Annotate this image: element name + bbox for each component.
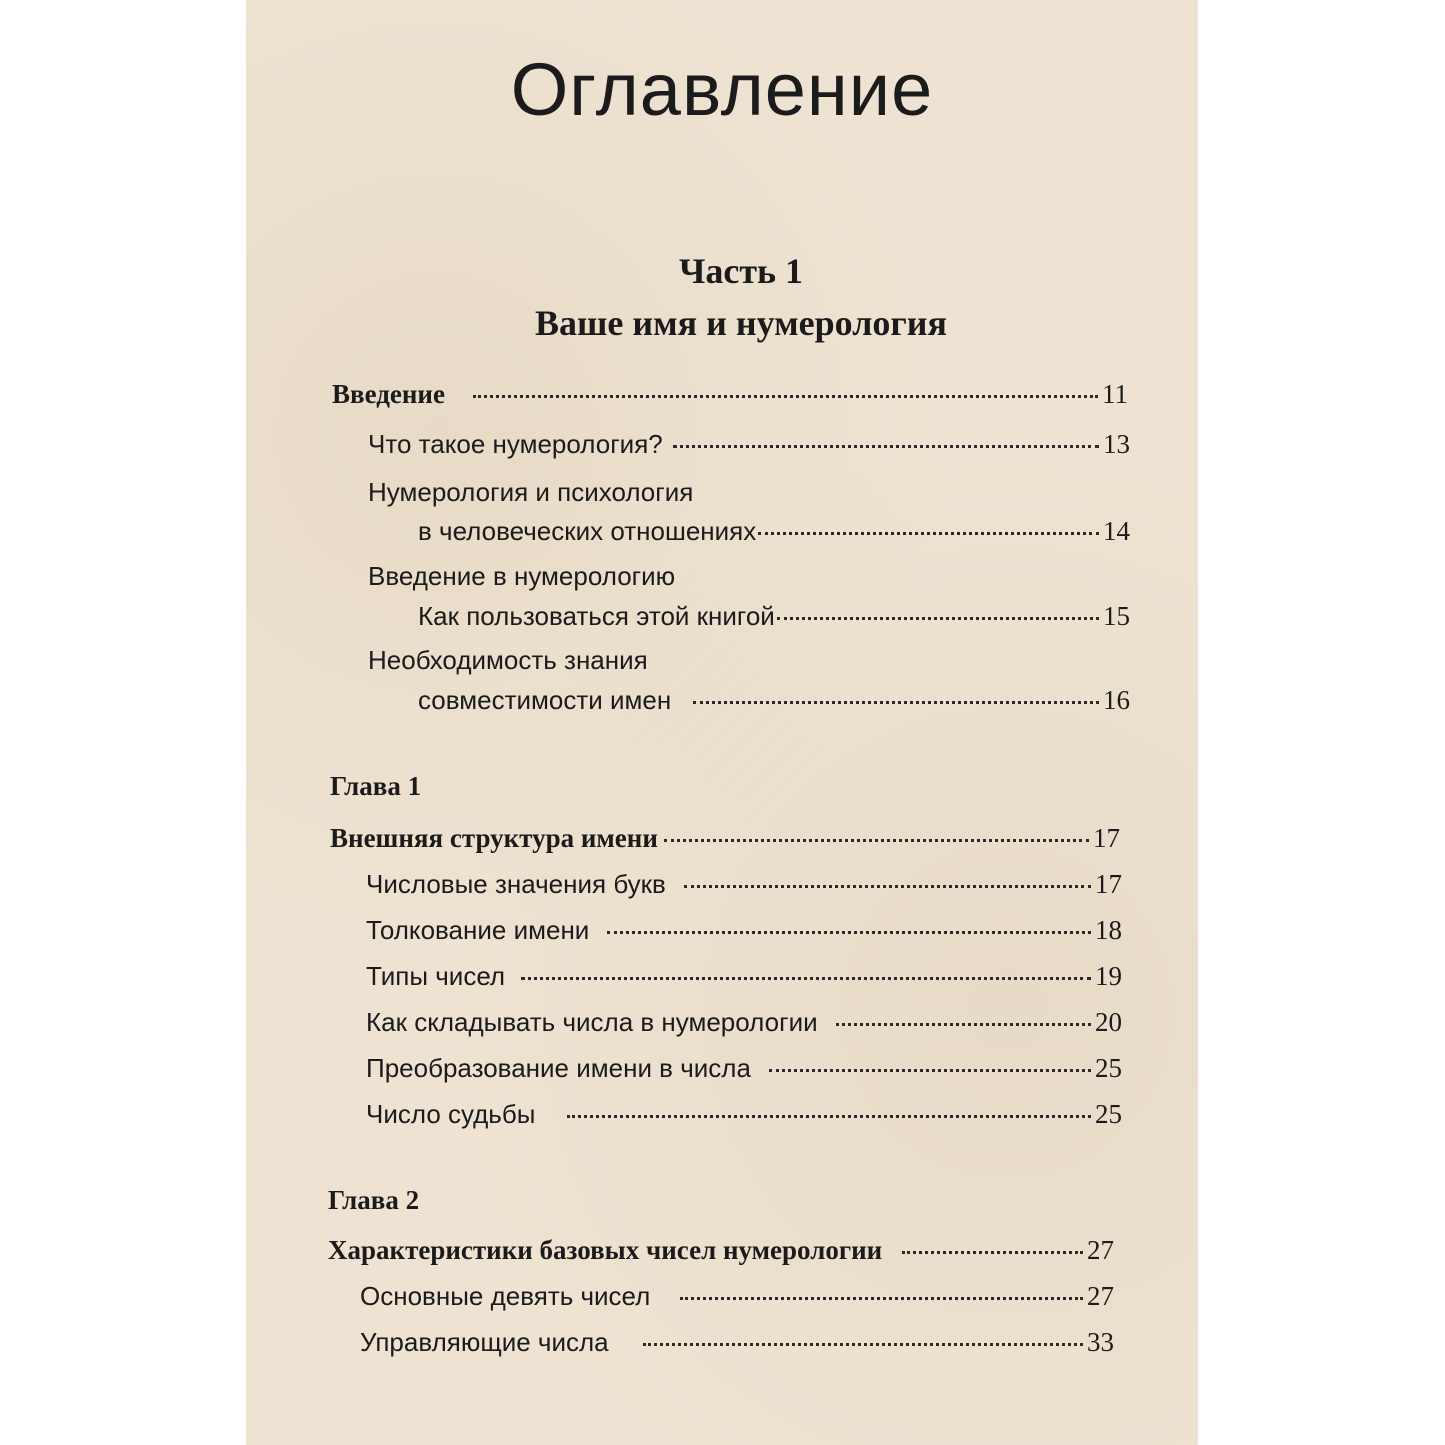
- toc-entry-chapter1[interactable]: [330, 822, 1120, 854]
- toc-entry[interactable]: [366, 868, 1122, 900]
- toc-entry-intro[interactable]: [332, 378, 1128, 410]
- toc-page-number: 16: [1103, 685, 1130, 715]
- page-title: Оглавление: [510, 48, 934, 131]
- toc-page-number: 13: [1103, 429, 1130, 459]
- toc-page-number: 27: [1087, 1235, 1114, 1265]
- dot-leader: [836, 1023, 1091, 1026]
- dot-leader: [777, 617, 1099, 620]
- book-page: [246, 0, 1198, 1445]
- dot-leader: [607, 931, 1091, 934]
- toc-entry-title: в человеческих отношениях: [418, 516, 757, 546]
- part-name: Ваше имя и нумерология: [535, 303, 947, 343]
- toc-entry-title: совместимости имен: [418, 685, 672, 715]
- toc-entry-title: Внешняя структура имени: [330, 823, 658, 853]
- toc-entry-title: Как пользоваться этой книгой: [418, 601, 775, 631]
- toc-entry[interactable]: [360, 1280, 1114, 1312]
- dot-leader: [567, 1115, 1091, 1118]
- dot-leader: [673, 445, 1099, 448]
- chapter-label: Глава 1: [330, 771, 422, 801]
- toc-page-number: 15: [1103, 601, 1130, 631]
- toc-entry[interactable]: [366, 1006, 1122, 1038]
- toc-page-number: 17: [1095, 869, 1122, 899]
- toc-page-number: 18: [1095, 915, 1122, 945]
- toc-page-number: 25: [1095, 1099, 1122, 1129]
- toc-entry-title: Что такое нумерология?: [368, 429, 663, 459]
- dot-leader: [758, 532, 1099, 535]
- toc-page-number: 14: [1103, 516, 1130, 546]
- toc-entry-title: Управляющие числа: [360, 1327, 609, 1357]
- part-label: Часть 1: [678, 251, 804, 291]
- toc-page-number: 25: [1095, 1053, 1122, 1083]
- dot-leader: [684, 885, 1091, 888]
- dot-leader: [769, 1069, 1091, 1072]
- dot-leader: [664, 839, 1089, 842]
- toc-entry-title: Как складывать числа в нумерологии: [366, 1007, 818, 1037]
- dot-leader: [680, 1297, 1083, 1300]
- toc-entry[interactable]: [366, 914, 1122, 946]
- toc-entry-title[interactable]: Нумерология и психология: [368, 477, 694, 507]
- toc-entry-title: Толкование имени: [366, 915, 590, 945]
- dot-leader: [902, 1251, 1083, 1254]
- toc-entry-title: Число судьбы: [366, 1099, 536, 1129]
- toc-entry-title[interactable]: Введение в нумерологию: [368, 561, 676, 591]
- toc-entry-chapter2[interactable]: [328, 1234, 1114, 1266]
- toc-entry[interactable]: [366, 960, 1122, 992]
- toc-entry[interactable]: [418, 515, 1130, 547]
- toc-entry[interactable]: [366, 1098, 1122, 1130]
- toc-page-number: 27: [1087, 1281, 1114, 1311]
- toc-entry-title: Преобразование имени в числа: [366, 1053, 751, 1083]
- toc-entry[interactable]: [418, 684, 1130, 716]
- toc-page-number: 20: [1095, 1007, 1122, 1037]
- dot-leader: [643, 1343, 1083, 1346]
- toc-page-number: 33: [1087, 1327, 1114, 1357]
- chapter-label: Глава 2: [328, 1185, 420, 1215]
- toc-entry[interactable]: [418, 600, 1130, 632]
- toc-entry-title: Введение: [332, 379, 445, 409]
- toc-entry-title[interactable]: Необходимость знания: [368, 645, 648, 675]
- dot-leader: [693, 701, 1099, 704]
- toc-entry[interactable]: [368, 428, 1130, 460]
- toc-entry-title: Числовые значения букв: [366, 869, 666, 899]
- toc-page-number: 11: [1102, 379, 1128, 409]
- toc-entry[interactable]: [366, 1052, 1122, 1084]
- toc-page-number: 19: [1095, 961, 1122, 991]
- dot-leader: [521, 977, 1091, 980]
- toc-entry[interactable]: [360, 1326, 1114, 1358]
- toc-entry-title: Основные девять чисел: [360, 1281, 651, 1311]
- toc-entry-title: Типы чисел: [366, 961, 506, 991]
- toc-entry-title: Характеристики базовых чисел нумерологии: [328, 1235, 883, 1265]
- toc-page-number: 17: [1093, 823, 1120, 853]
- dot-leader: [473, 395, 1098, 398]
